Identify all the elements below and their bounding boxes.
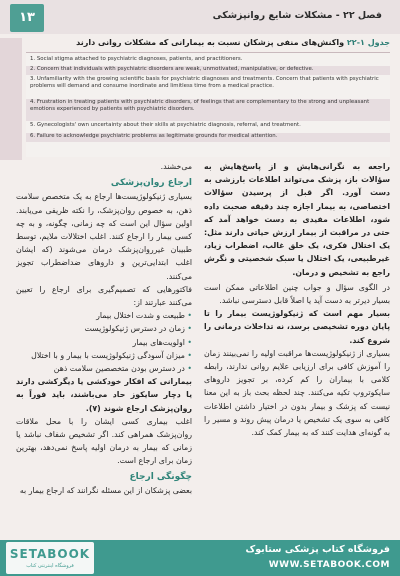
right-column [204,160,390,540]
store-url-link[interactable]: WWW.SETABOOK.COM [268,560,390,570]
list-item: • طبیعت و شدت اختلال بیمار [16,309,192,322]
table-row: 2. Concern that individuals with psychiatric disorders are weak, unmotivated, manipulative, or defective. [26,66,390,75]
paragraph: در الگوی سؤال و جواب چنین اطلاعاتی ممکن است بسیار دیرتر به دست آید یا اصلاً قابل دسترسی نباشد. [204,282,390,306]
key-point: بیمارانی که افکار خودکشی یا دیگرکشی دارند یا دچار سایکوز حاد می‌باشند، باید فوراً به روان‌پزشک ارجاع شوند (۷). [16,377,192,413]
logo-wordmark: SETABOOK [9,547,91,561]
list-item: • زمان در دسترس ژنیکولوژیست [16,322,192,335]
list-item: • میزان آسودگی ژنیکولوژیست با بیمار و با اختلال [16,349,192,362]
store-footer [0,540,400,576]
paragraph: بسیاری ژنیکولوژیست‌ها ارجاع به یک متخصص سلامت ذهن، به خصوص روان‌پزشک، را نکته ظریفی می‌یابند. اولین سؤال این است که چه زمانی، چگونه، و به چه کسی بیمار را ارجاع کنند. اغلب اختلالات ملایم، توسط طبیبان غیرروان‌پزشک درمان می‌شوند (که ایشان اغلب ابتدایی‌ترین و داروهای ضداضطراب تجویز می‌کنند. [16,192,192,281]
store-name: فروشگاه کتاب پزشکی ستابوک [245,544,390,555]
left-column [16,160,192,540]
table-row: 6. Failure to acknowledge psychiatric problems as legitimate grounds for medical attention. [26,133,390,142]
section-heading: چگونگی ارجاع [129,471,192,482]
table-caption [10,38,390,52]
paragraph: بسیاری از ژنیکولوژیست‌ها مراقبت اولیه را نمی‌بینند زمان را آموزش کافی برای ارزیابی علایم روانی ندارند، رابطه کلامی با بیماران را کم کرده، بر تجویز داروهای سایکوتروپ تکیه می‌کنند. چند لحظه بحث باز به این معنا نیست که پزشک و بیمار بدون در اختیار داشتن اطلاعات کافی به سوی یک تشخیص یا درمان پیش روند و مسیر را به گونه‌ای هدایت کنند که به بیمار کمک کند. [204,348,390,438]
chapter-title: فصل ۲۲ - مشکلات شایع روانپزشکی [212,10,382,21]
key-point: بسیار مهم است که ژنیکولوژیست بیمار را تا پایان دوره تشخیصی برسد، نه تداخلات درمانی را شروع کند. [204,309,390,345]
paragraph: بعضی پزشکان از این مسئله نگرانند که ارجاع بیمار به [19,485,192,495]
logo-tagline: فروشگاه اینترنتی کتاب [26,563,74,569]
table-row: 4. Frustration in treating patients with psychiatric disorders, of feelings that are complementary to the strong and unpleasant emotions experienced by patients with psychiatric disorders. [26,99,390,121]
table-row: 5. Gynecologists' own uncertainty about their skills at psychiatric diagnosis, referral, and treatment. [30,122,301,128]
margin-strip [0,38,22,160]
table-row: 1. Social stigma attached to psychiatric diagnoses, patients, and practitioners. [30,56,243,62]
list-item: • در دسترس بودن متخصصین سلامت ذهن [16,362,192,375]
reactions-table [26,52,390,157]
paragraph: فاکتورهایی که تصمیم‌گیری برای ارجاع را تعیین می‌کنند عبارتند از: [16,284,192,308]
page-number: ١٣ [10,4,44,32]
table-title: واکنش‌های منفی پزشکان نسبت به بیمارانی که مشکلات روانی دارند [76,38,345,47]
factors-list [16,309,192,375]
paragraph: اغلب بیماری کسی ایشان را با محل ملاقات روان‌پزشک همراهی کند. اگر تشخیص شفاف نباشد یا زمانی که بیمار به درمان اولیه پاسخ نمی‌دهد، بهترین زمان برای ارجاع است. [16,416,192,466]
table-row: 3. Unfamiliarity with the growing scientific basis for psychiatric diagnoses and treatments. Concern that patients with psychiatric problems will demand and consume inordinate and limitless time from a medical practice. [30,76,379,89]
store-logo[interactable] [6,542,94,574]
section-heading: ارجاع روان‌پزشکی [110,178,192,189]
page-header [0,0,400,34]
list-item: • اولویت‌های بیمار [16,336,192,349]
paragraph: می‌خشند. [160,162,192,171]
table-tag: جدول ۱-۲۲ [346,38,390,47]
paragraph: راجعه به نگرانی‌هایش و از پاسخ‌هایش به سؤالات باز، پزشک می‌تواند اطلاعات بارزشی به دست آورد. اگر قبل از پرسیدن سؤالات اختصاصی، به بیمار اجازه چند دقیقه صحبت داده شود، اطلاعات مفیدی به دست خواهد آمد که حتی در مراقبت از بیمار ارزش حیاتی دارند مثل: یک اختلال فکری، یک خلق غالب، اضطراب زیاد، غیرطبیعی، یک اختلال یا سبک شخصیتی و نگرش راجع به تشخیص و درمان. [204,162,390,277]
